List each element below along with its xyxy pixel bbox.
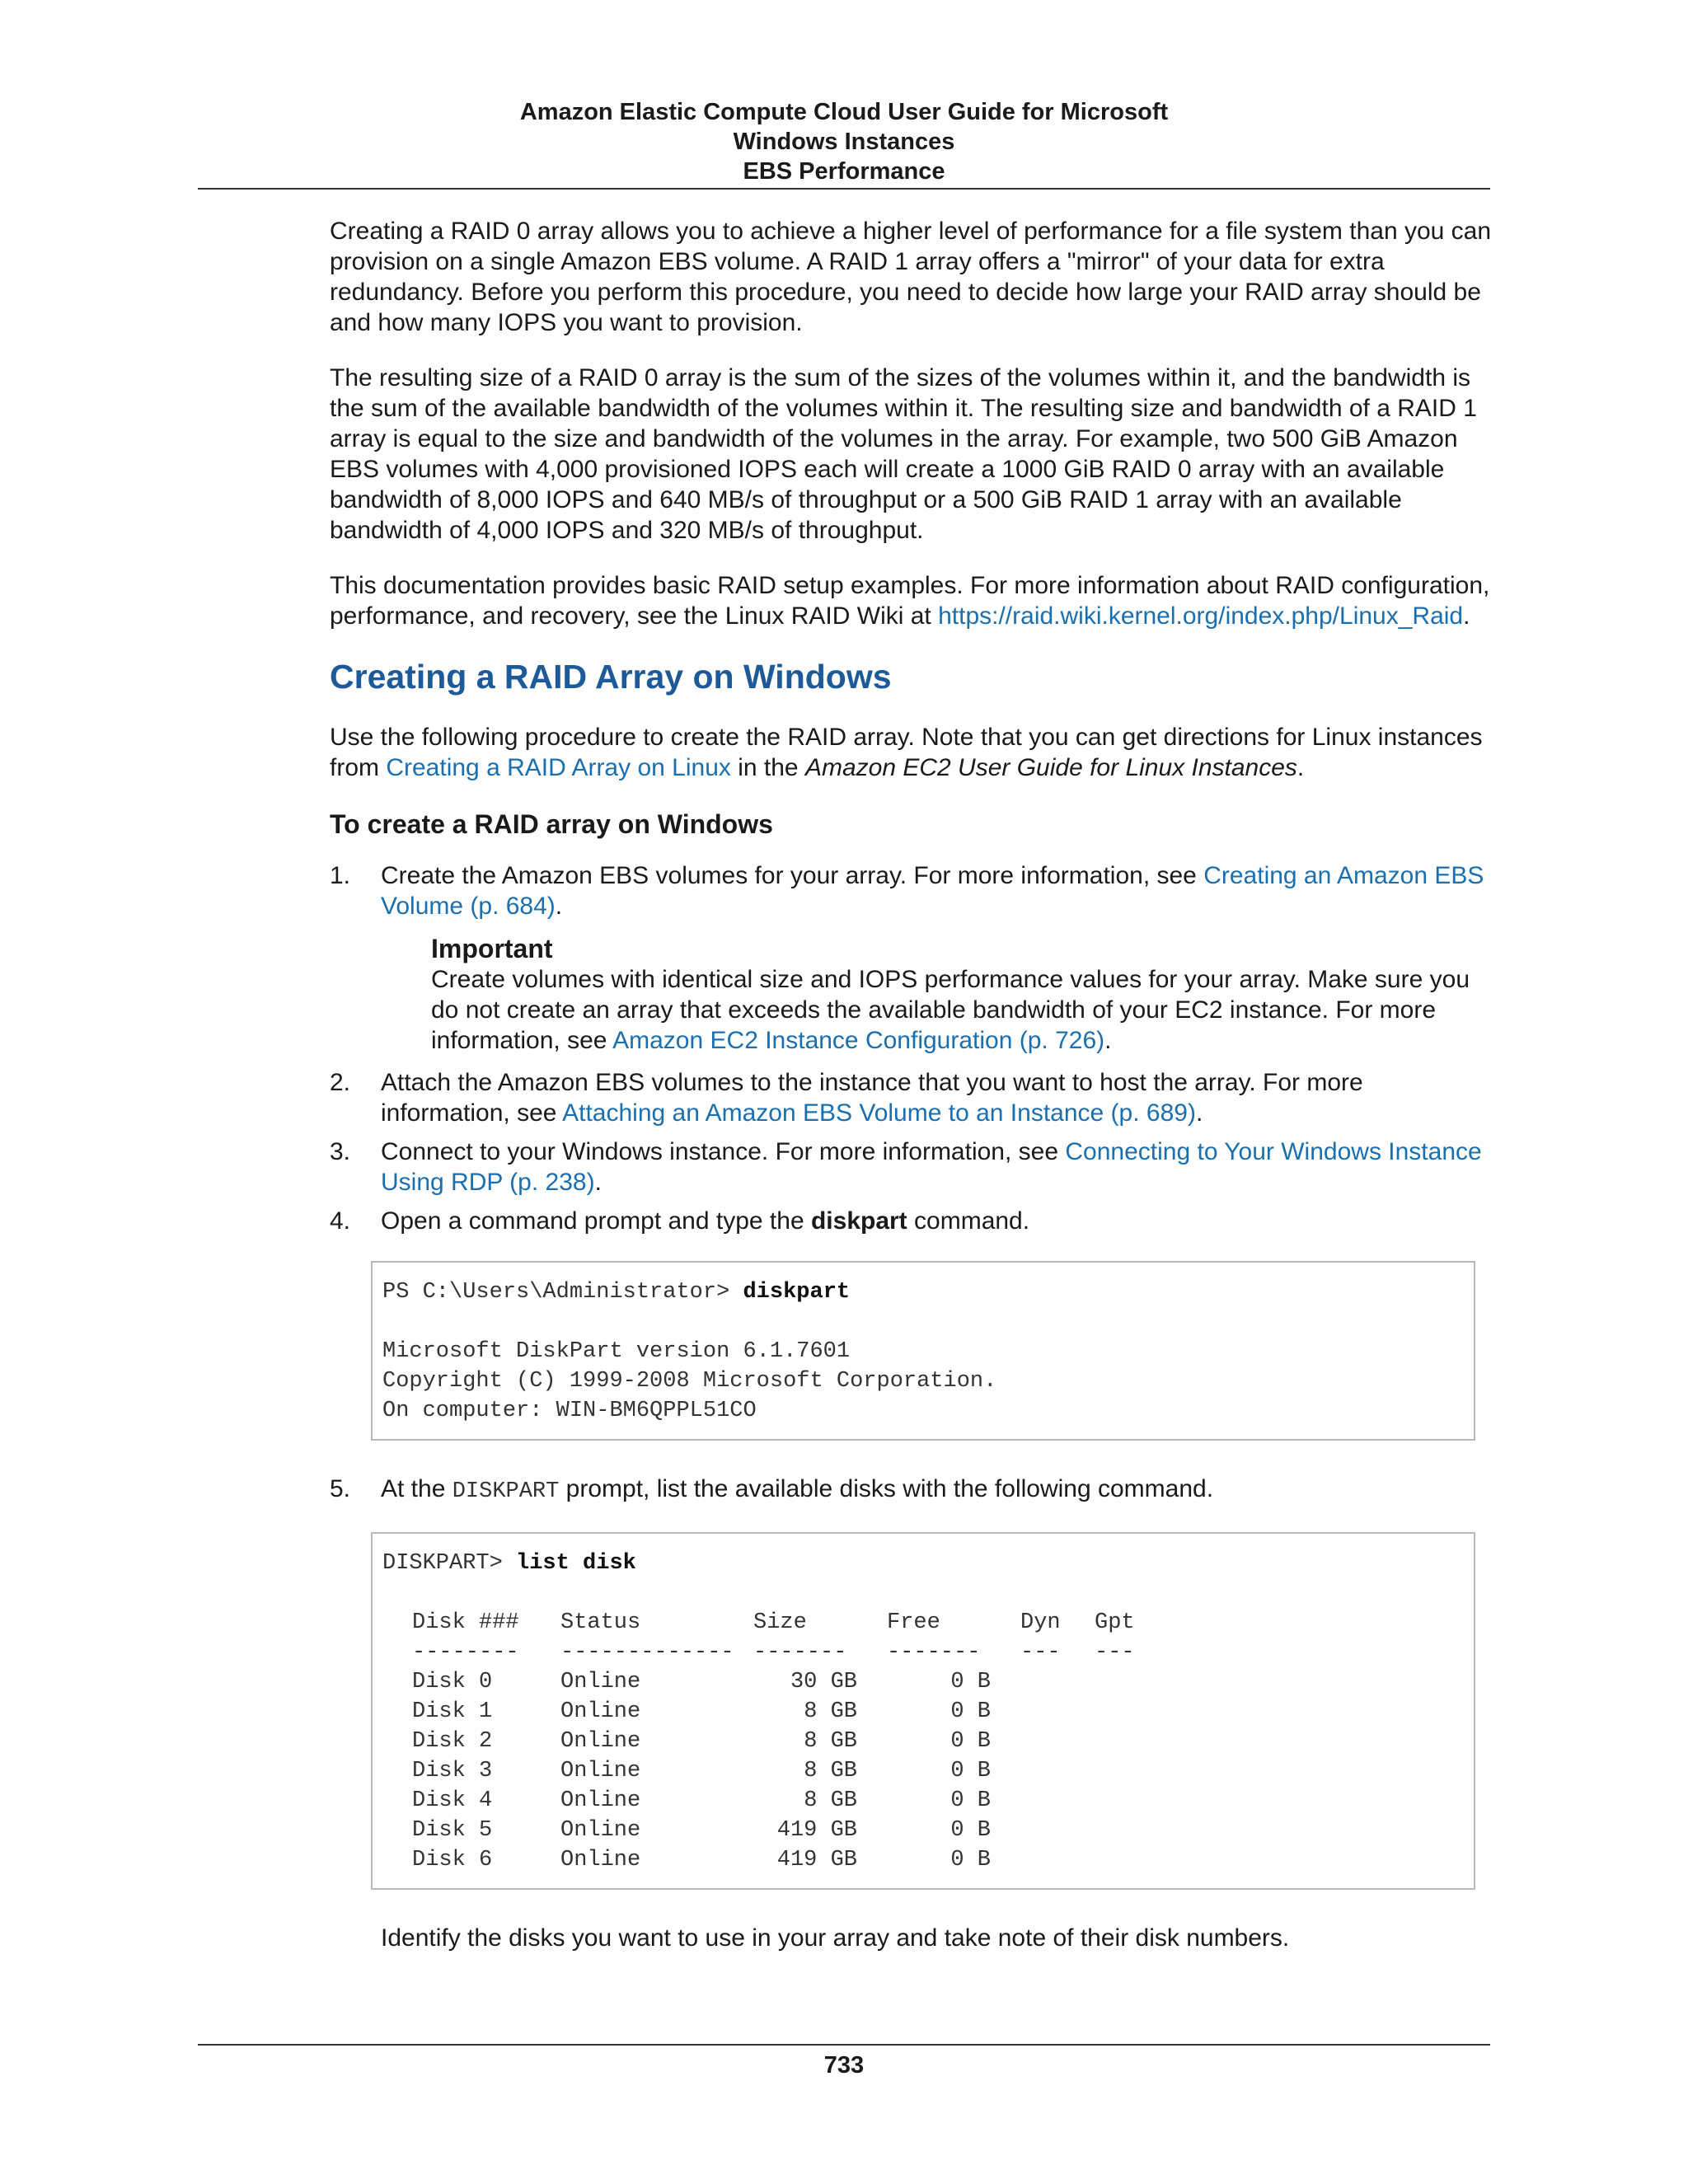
computer-line: On computer: WIN-BM6QPPL51CO: [382, 1399, 757, 1423]
disk-size: 8 GB: [804, 1788, 857, 1813]
intro-paragraph-3: [330, 570, 1493, 631]
intro-paragraph-3-end: .: [1463, 602, 1470, 630]
step-4-text: Open a command prompt and type the: [381, 1207, 811, 1235]
disk-status: Online: [560, 1699, 641, 1724]
disk-free: 0 B: [950, 1818, 991, 1843]
disk-size: 8 GB: [804, 1729, 857, 1754]
disk-id: Disk 1: [412, 1699, 493, 1724]
disk-status: Online: [560, 1729, 641, 1754]
disk-status: Online: [560, 1788, 641, 1813]
disk-id: Disk 3: [412, 1759, 493, 1783]
step-number: 4.: [330, 1207, 351, 1235]
col-size: Size: [753, 1610, 807, 1635]
table-row: [412, 1756, 1152, 1786]
raid-linux-link[interactable]: Creating a RAID Array on Linux: [386, 754, 731, 781]
step-5-text-1: At the: [381, 1475, 452, 1502]
important-note: [431, 933, 1493, 1056]
disk-id: Disk 2: [412, 1729, 493, 1754]
section-heading: Creating a RAID Array on Windows: [330, 658, 892, 696]
header-title-line1: Amazon Elastic Compute Cloud User Guide for Microsoft: [519, 99, 1169, 125]
disk-size: 419 GB: [776, 1818, 857, 1843]
table-row: [412, 1727, 1152, 1756]
footer-divider: [198, 2044, 1490, 2046]
disk-status: Online: [560, 1759, 641, 1783]
col-status: Status: [560, 1610, 641, 1635]
ps-prompt: PS C:\Users\Administrator>: [382, 1280, 743, 1305]
disk-free: 0 B: [950, 1729, 991, 1754]
step-number: 3.: [330, 1138, 351, 1165]
important-body: Create volumes with identical size and IOPS performance values for your array. Make sure you do not create an array that exceeds the available bandwidth of your EC2 instance. For more information, see: [431, 966, 1470, 1054]
list-disk-command-line: [382, 1549, 1464, 1578]
connect-rdp-link[interactable]: Connecting to Your Windows Instance Using RDP (p. 238): [381, 1138, 1482, 1196]
step-3: [330, 1137, 1493, 1197]
diskpart-code-block: [371, 1261, 1475, 1441]
step-1-text: Create the Amazon EBS volumes for your array. For more information, see: [381, 862, 1204, 889]
sep-status: -------------: [560, 1640, 734, 1665]
step-5-text-2: prompt, list the available disks with the following command.: [559, 1475, 1214, 1502]
page-number: 733: [823, 2052, 865, 2079]
table-row: [412, 1786, 1152, 1816]
important-text: [431, 964, 1493, 1056]
table-row: [412, 1845, 1152, 1875]
disk-id: Disk 5: [412, 1818, 493, 1843]
table-row: [412, 1816, 1152, 1845]
disk-id: Disk 0: [412, 1670, 493, 1694]
important-end: .: [1104, 1027, 1112, 1054]
header-divider: [198, 188, 1490, 190]
col-disk: Disk ###: [412, 1610, 519, 1635]
step-number: 2.: [330, 1069, 351, 1096]
step-2-text: Attach the Amazon EBS volumes to the instance that you want to host the array. For more information, see: [381, 1069, 1363, 1127]
disk-size: 8 GB: [804, 1699, 857, 1724]
header-title-line2: Windows Instances: [733, 129, 955, 155]
sep-free: -------: [887, 1640, 981, 1665]
step-2-end: .: [1195, 1099, 1203, 1127]
list-disk-command: list disk: [516, 1551, 636, 1576]
disk-free: 0 B: [950, 1759, 991, 1783]
sep-gpt: ---: [1095, 1640, 1135, 1665]
disk-free: 0 B: [950, 1788, 991, 1813]
intro-paragraph-3-text: This documentation provides basic RAID setup examples. For more information about RAID configuration, performance, and recovery, see the Linux RAID Wiki at: [330, 572, 1490, 630]
identify-disks-text: Identify the disks you want to use in your array and take note of their disk numbers.: [381, 1924, 1290, 1952]
sep-dyn: ---: [1020, 1640, 1061, 1665]
step-number: 1.: [330, 862, 351, 889]
section-paragraph: [330, 722, 1493, 783]
step-5: [330, 1474, 1493, 1953]
disk-id: Disk 4: [412, 1788, 493, 1813]
step-4-end: command.: [907, 1207, 1030, 1235]
create-ebs-volume-link[interactable]: Creating an Amazon EBS Volume (p. 684): [381, 862, 1484, 920]
linux-guide-title: Amazon EC2 User Guide for Linux Instances: [804, 754, 1297, 781]
sep-disk: --------: [412, 1640, 519, 1665]
col-dyn: Dyn: [1020, 1610, 1061, 1635]
list-disk-code-block: [371, 1532, 1475, 1890]
disk-table-header: [412, 1608, 1152, 1638]
intro-paragraph-2: The resulting size of a RAID 0 array is the sum of the sizes of the volumes within it, and the bandwidth is the sum of the available bandwidth of the volumes within it. The resulting size and bandwidth of a RAID 1 array is equal to the size and bandwidth of the volumes in the array. For example, two 500 GiB Amazon EBS volumes with 4,000 provisioned IOPS each will create a 1000 GiB RAID 0 array with an available bandwidth of 8,000 IOPS and 640 MB/s of throughput or a 500 GiB RAID 1 array with an available bandwidth of 4,000 IOPS and 320 MB/s of throughput.: [330, 364, 1477, 544]
disk-free: 0 B: [950, 1699, 991, 1724]
disk-free: 0 B: [950, 1670, 991, 1694]
instance-configuration-link[interactable]: Amazon EC2 Instance Configuration (p. 726): [612, 1027, 1105, 1054]
disk-id: Disk 6: [412, 1848, 493, 1872]
diskpart-version-line: Microsoft DiskPart version 6.1.7601: [382, 1339, 851, 1364]
disk-size: 30 GB: [790, 1670, 857, 1694]
table-row: [412, 1697, 1152, 1727]
intro-paragraph-1: Creating a RAID 0 array allows you to achieve a higher level of performance for a file system than you can provision on a single Amazon EBS volume. A RAID 1 array offers a "mirror" of your data for extra redundancy. Before you perform this procedure, you need to decide how large your RAID array should be and how many IOPS you want to provision.: [330, 218, 1492, 336]
disk-table-separator: [412, 1638, 1152, 1667]
step-number: 5.: [330, 1475, 351, 1502]
disk-size: 8 GB: [804, 1759, 857, 1783]
header-section: EBS Performance: [743, 158, 945, 185]
procedure-steps: [330, 860, 1493, 1953]
diskpart-command: diskpart: [743, 1280, 851, 1305]
disk-status: Online: [560, 1818, 641, 1843]
table-row: [412, 1667, 1152, 1697]
diskpart-prompt-term: DISKPART: [452, 1479, 560, 1504]
copyright-line: Copyright (C) 1999-2008 Microsoft Corporation.: [382, 1369, 997, 1394]
diskpart-prompt: DISKPART>: [382, 1551, 517, 1576]
important-title: Important: [431, 934, 553, 963]
diskpart-command-name: diskpart: [810, 1207, 907, 1235]
attach-ebs-volume-link[interactable]: Attaching an Amazon EBS Volume to an Instance (p. 689): [562, 1099, 1196, 1127]
disk-table: [412, 1608, 1152, 1875]
step-4: [330, 1206, 1493, 1441]
col-gpt: Gpt: [1095, 1610, 1135, 1635]
linux-raid-wiki-link[interactable]: https://raid.wiki.kernel.org/index.php/Linux_Raid: [938, 602, 1464, 630]
main-content: [330, 216, 1493, 1978]
disk-free: 0 B: [950, 1848, 991, 1872]
section-text-1: Use the following procedure to create the RAID array. Note that you can get directions for Linux instances from: [330, 724, 1483, 781]
disk-status: Online: [560, 1670, 641, 1694]
col-free: Free: [887, 1610, 940, 1635]
step-1: [330, 860, 1493, 1056]
section-text-2: in the: [730, 754, 805, 781]
disk-size: 419 GB: [776, 1848, 857, 1872]
sep-size: -------: [753, 1640, 847, 1665]
step-2: [330, 1067, 1493, 1128]
step-3-text: Connect to your Windows instance. For more information, see: [381, 1138, 1066, 1165]
procedure-heading: To create a RAID array on Windows: [330, 809, 773, 839]
section-text-end: .: [1296, 754, 1305, 781]
page-header: [0, 97, 1688, 186]
step-3-end: .: [594, 1169, 602, 1196]
disk-status: Online: [560, 1848, 641, 1872]
step-1-end: .: [555, 893, 563, 920]
